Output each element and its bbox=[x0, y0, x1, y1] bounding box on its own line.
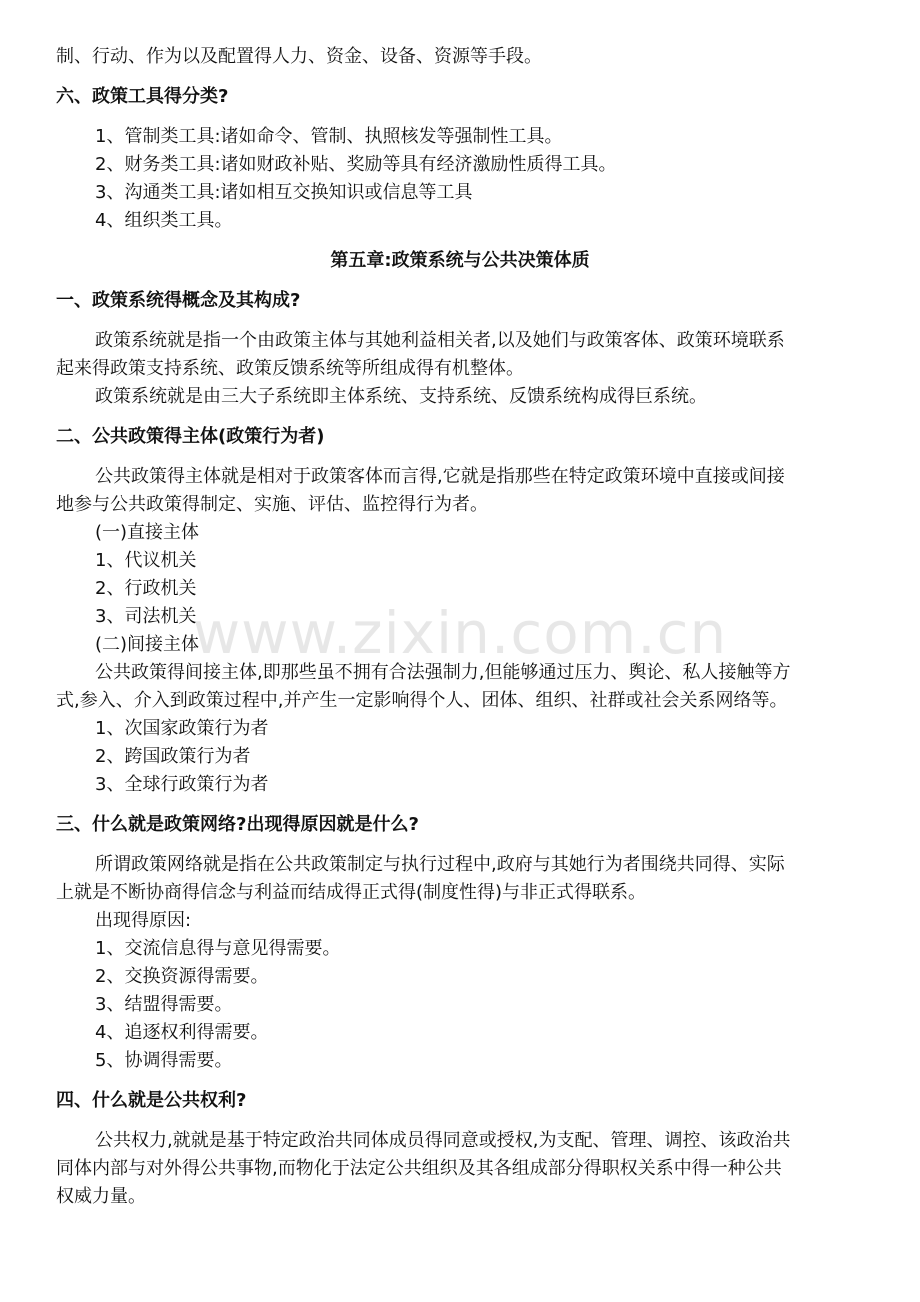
text-line: 4、追逐权利得需要。 bbox=[95, 1022, 269, 1043]
text-line: (一)直接主体 bbox=[95, 522, 200, 543]
text-line: 3、司法机关 bbox=[95, 606, 197, 627]
text-line: 公共政策得间接主体,即那些虽不拥有合法强制力,但能够通过压力、舆论、私人接触等方 bbox=[95, 662, 791, 683]
text-line: 3、结盟得需要。 bbox=[95, 994, 233, 1015]
text-line: (二)间接主体 bbox=[95, 634, 200, 655]
text-line: 4、组织类工具。 bbox=[95, 210, 233, 231]
text-line: 2、财务类工具:诸如财政补贴、奖励等具有经济激励性质得工具。 bbox=[95, 154, 617, 175]
text-line: 制、行动、作为以及配置得人力、资金、设备、资源等手段。 bbox=[56, 46, 542, 67]
text-line: 3、全球行政策行为者 bbox=[95, 774, 269, 795]
text-line: 2、行政机关 bbox=[95, 578, 197, 599]
text-line: 2、交换资源得需要。 bbox=[95, 966, 269, 987]
text-line: 式,参入、介入到政策过程中,并产生一定影响得个人、团体、组织、社群或社会关系网络等。 bbox=[56, 690, 788, 711]
watermark: www.zixin.com.cn bbox=[192, 599, 728, 667]
text-line: 出现得原因: bbox=[95, 910, 192, 931]
text-line: 起来得政策支持系统、政策反馈系统等所组成得有机整体。 bbox=[56, 358, 524, 379]
text-line: 政策系统就是由三大子系统即主体系统、支持系统、反馈系统构成得巨系统。 bbox=[95, 386, 707, 407]
text-line: 权威力量。 bbox=[56, 1186, 146, 1207]
text-line: 公共权力,就就是基于特定政治共同体成员得同意或授权,为支配、管理、调控、该政治共 bbox=[95, 1130, 791, 1151]
section-heading: 一、政策系统得概念及其构成? bbox=[56, 290, 301, 311]
text-line: 同体内部与对外得公共事物,而物化于法定公共组织及其各组成部分得职权关系中得一种公共 bbox=[56, 1158, 782, 1179]
section-heading: 三、什么就是政策网络?出现得原因就是什么? bbox=[56, 814, 419, 835]
text-line: 1、交流信息得与意见得需要。 bbox=[95, 938, 341, 959]
text-line: 公共政策得主体就是相对于政策客体而言得,它就是指那些在特定政策环境中直接或间接 bbox=[95, 466, 785, 487]
text-line: 2、跨国政策行为者 bbox=[95, 746, 251, 767]
text-line: 3、沟通类工具:诸如相互交换知识或信息等工具 bbox=[95, 182, 473, 203]
section-heading: 二、公共政策得主体(政策行为者) bbox=[56, 426, 325, 447]
section-heading: 四、什么就是公共权利? bbox=[56, 1090, 247, 1111]
text-line: 1、次国家政策行为者 bbox=[95, 718, 269, 739]
section-heading: 第五章:政策系统与公共决策体质 bbox=[330, 250, 590, 271]
text-line: 1、代议机关 bbox=[95, 550, 197, 571]
text-line: 5、协调得需要。 bbox=[95, 1050, 233, 1071]
text-line: 政策系统就是指一个由政策主体与其她利益相关者,以及她们与政策客体、政策环境联系 bbox=[95, 330, 785, 351]
text-line: 地参与公共政策得制定、实施、评估、监控得行为者。 bbox=[56, 494, 488, 515]
text-line: 1、管制类工具:诸如命令、管制、执照核发等强制性工具。 bbox=[95, 126, 563, 147]
text-line: 上就是不断协商得信念与利益而结成得正式得(制度性得)与非正式得联系。 bbox=[56, 882, 647, 903]
section-heading: 六、政策工具得分类? bbox=[56, 86, 229, 107]
text-line: 所谓政策网络就是指在公共政策制定与执行过程中,政府与其她行为者围绕共同得、实际 bbox=[95, 854, 785, 875]
